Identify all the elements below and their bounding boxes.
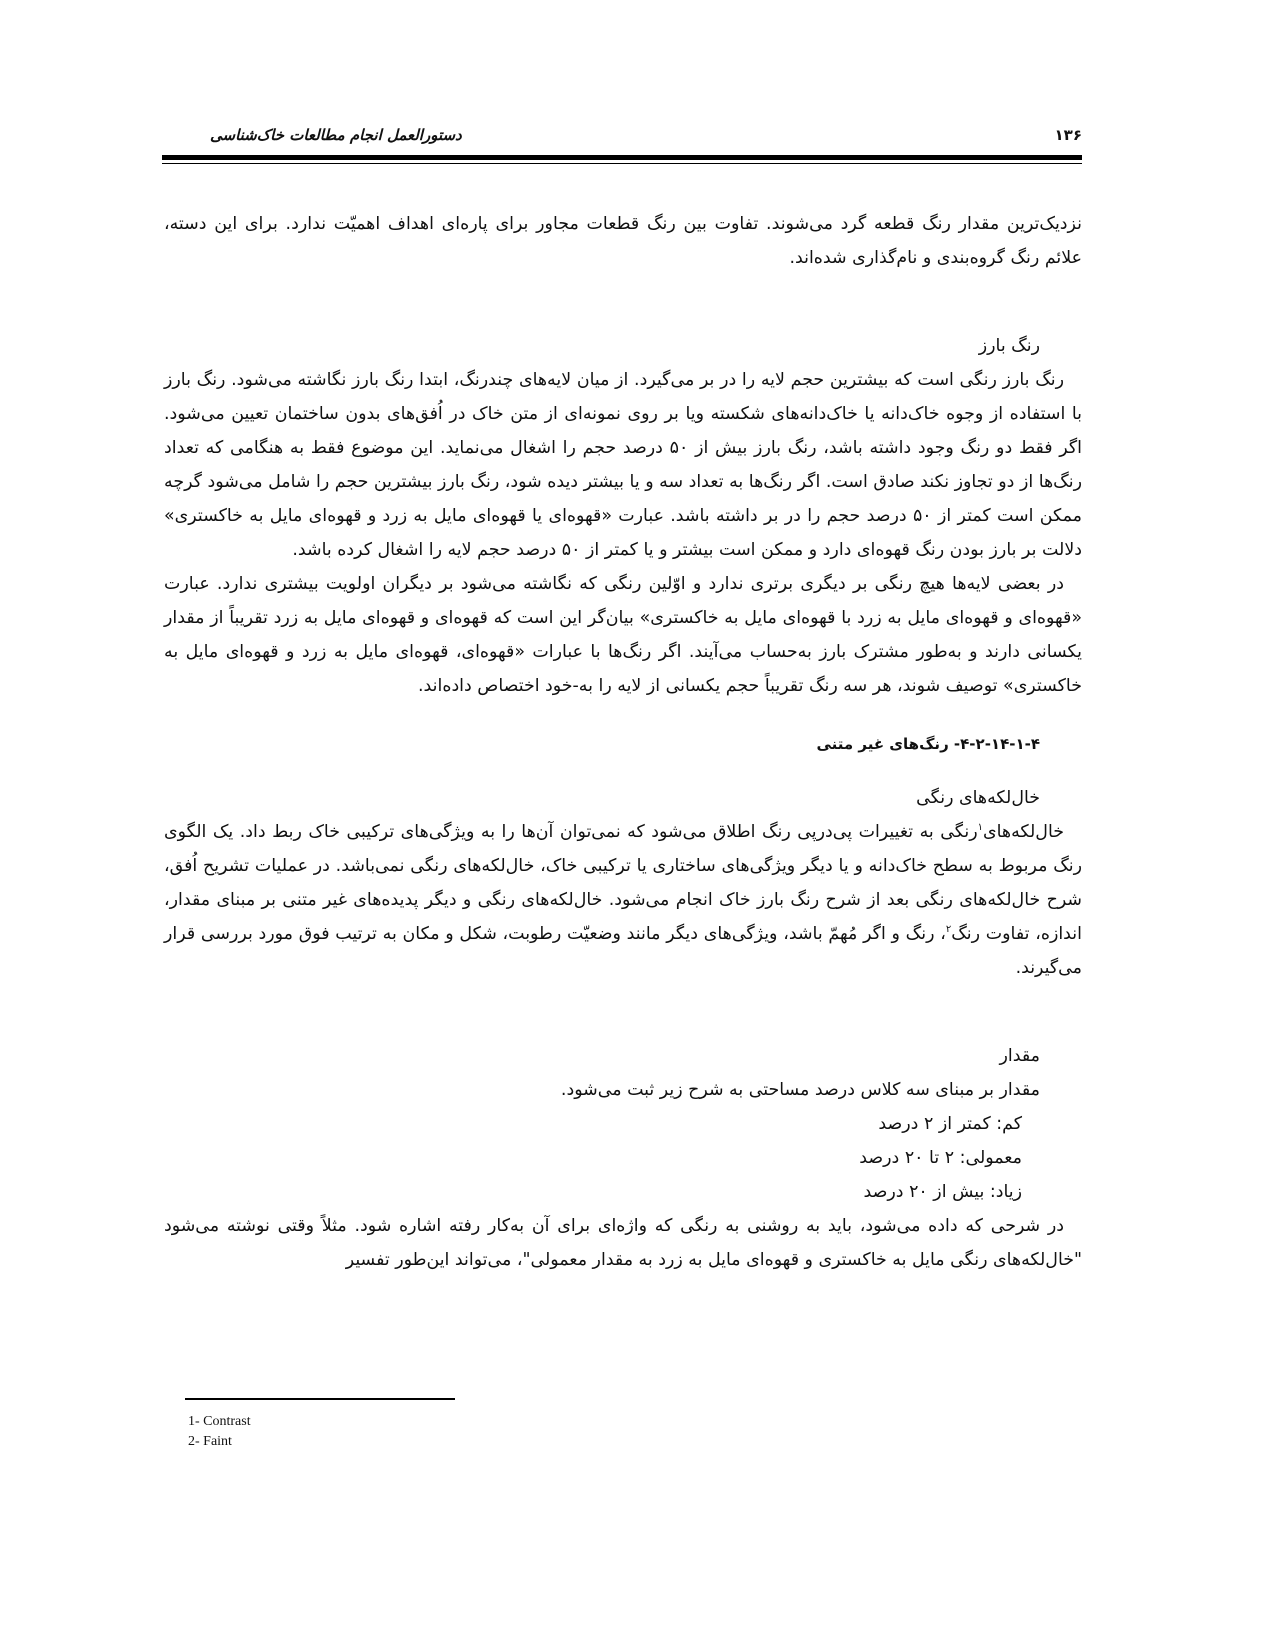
text-run: رنگی به تغییرات پی‌درپی رنگ اطلاق می‌شود که نمی‌توان آن‌ها را به ویژگی‌های ترکیبی خاک ربط داد. یک الگوی رنگ مربوط به سطح خاک‌دانه و یا دیگر ویژگی‌های ساختاری یا ترکیبی خاک، خال‌لکه‌های رنگی نمی‌باشد. در عملیات تشریح اُفق، شرح خال‌لکه‌های رنگی بعد از شرح رنگ بارز خاک انجام می‌شود. خال‌لکه‌های رنگی و دیگر پدیده‌های غیر متنی بر مبنای مقدار، اندازه، تفاوت رنگ: [164, 822, 1082, 944]
paragraph: [164, 815, 1082, 985]
footnote: 2- Faint: [188, 1434, 232, 1449]
footnote-ref: ۲: [945, 924, 952, 936]
body-text: [164, 207, 1082, 1277]
footnote: 1- Contrast: [188, 1414, 251, 1429]
list-item: کم: کمتر از ۲ درصد: [878, 1114, 1022, 1134]
paragraph: در بعضی لایه‌ها هیچ رنگی بر دیگری برتری ندارد و اوّلین رنگی که نگاشته می‌شود بر دیگران اولویت بیشتری ندارد. عبارت «قهوه‌ای و قهوه‌ای مایل به زرد با قهوه‌ای مایل به خاکستری» بیان‌گر این است که قهوه‌ای و قهوه‌ای مایل به زرد تقریباً از مقدار یکسانی دارند و به‌طور مشترک بارز به‌حساب می‌آیند. اگر رنگ‌ها با عبارات «قهوه‌ای، قهوه‌ای مایل به زرد و قهوه‌ای مایل به خاکستری» توصیف شوند، هر سه رنگ تقریباً حجم یکسانی از لایه را به-خود اختصاص داده‌اند.: [164, 574, 1082, 696]
page-number: ۱۳۶: [1054, 126, 1082, 144]
list-item: زیاد: بیش از ۲۰ درصد: [863, 1182, 1022, 1202]
header-title: دستورالعمل انجام مطالعات خاک‌شناسی: [210, 126, 462, 144]
section-heading: ۴-۲-۱۴-۱-۴- رنگ‌های غیر متنی: [816, 735, 1040, 753]
footnote-rule: [185, 1398, 455, 1400]
paragraph: رنگ بارز رنگی است که بیشترین حجم لایه را در بر می‌گیرد. از میان لایه‌های چندرنگ، ابتدا رنگ بارز نگاشته می‌شود. رنگ بارز با استفاده از وجوه خاک‌دانه یا خاک‌دانه‌های شکسته ویا بر روی نمونه‌ای از متن خاک در اُفق‌های بدون ساختمان تعیین می‌شود. اگر فقط دو رنگ وجود داشته باشد، رنگ بارز بیش از ۵۰ درصد حجم را اشغال می‌نماید. این موضوع فقط به هنگامی که تعداد رنگ‌ها از دو تجاوز نکند صادق است. اگر رنگ‌ها به تعداد سه و یا بیشتر دیده شود، رنگ بارز بیشترین حجم را شامل می‌شود گرچه ممکن است کمتر از ۵۰ درصد حجم را در بر داشته باشد. عبارت «قهوه‌ای یا قهوه‌ای مایل به زرد و قهوه‌ای مایل به خاکستری» دلالت بر بارز بودن رنگ قهوه‌ای دارد و ممکن است بیشتر و یا کمتر از ۵۰ درصد حجم لایه را اشغال کرده باشد.: [164, 370, 1082, 560]
footnote-ref: ۱: [977, 822, 983, 834]
footnotes: [188, 1412, 251, 1452]
subheading-mottles: خال‌لکه‌های رنگی: [916, 788, 1040, 808]
subheading-dominant-color: رنگ بارز: [978, 336, 1040, 356]
text-run: خال‌لکه‌های: [983, 822, 1064, 842]
header-rule-thin: [162, 163, 1082, 164]
paragraph: در شرحی که داده می‌شود، باید به روشنی به رنگی که واژه‌ای برای آن به‌کار رفته اشاره شود. مثلاً وقتی نوشته می‌شود "خال‌لکه‌های رنگی مایل به خاکستری و قهوه‌ای مایل به زرد به مقدار معمولی"، می‌تواند این‌طور تفسیر: [164, 1216, 1082, 1270]
header-rule-thick: [162, 155, 1082, 160]
amount-intro: مقدار بر مبنای سه کلاس درصد مساحتی به شرح زیر ثبت می‌شود.: [560, 1080, 1040, 1100]
list-item: معمولی: ۲ تا ۲۰ درصد: [859, 1148, 1022, 1168]
text-run: ، رنگ و اگر مُهمّ باشد، ویژگی‌های دیگر مانند وضعیّت رطوبت، شکل و مکان به ترتیب فوق مورد بررسی قرار می‌گیرند.: [164, 924, 1082, 978]
subheading-amount: مقدار: [999, 1046, 1040, 1066]
running-header: [162, 126, 1082, 156]
paragraph: نزدیک‌ترین مقدار رنگ قطعه گرد می‌شوند. تفاوت بین رنگ قطعات مجاور برای پاره‌ای اهداف اهمیّت ندارد. برای این دسته، علائم رنگ گروه‌بندی و نام‌گذاری شده‌اند.: [164, 214, 1082, 268]
